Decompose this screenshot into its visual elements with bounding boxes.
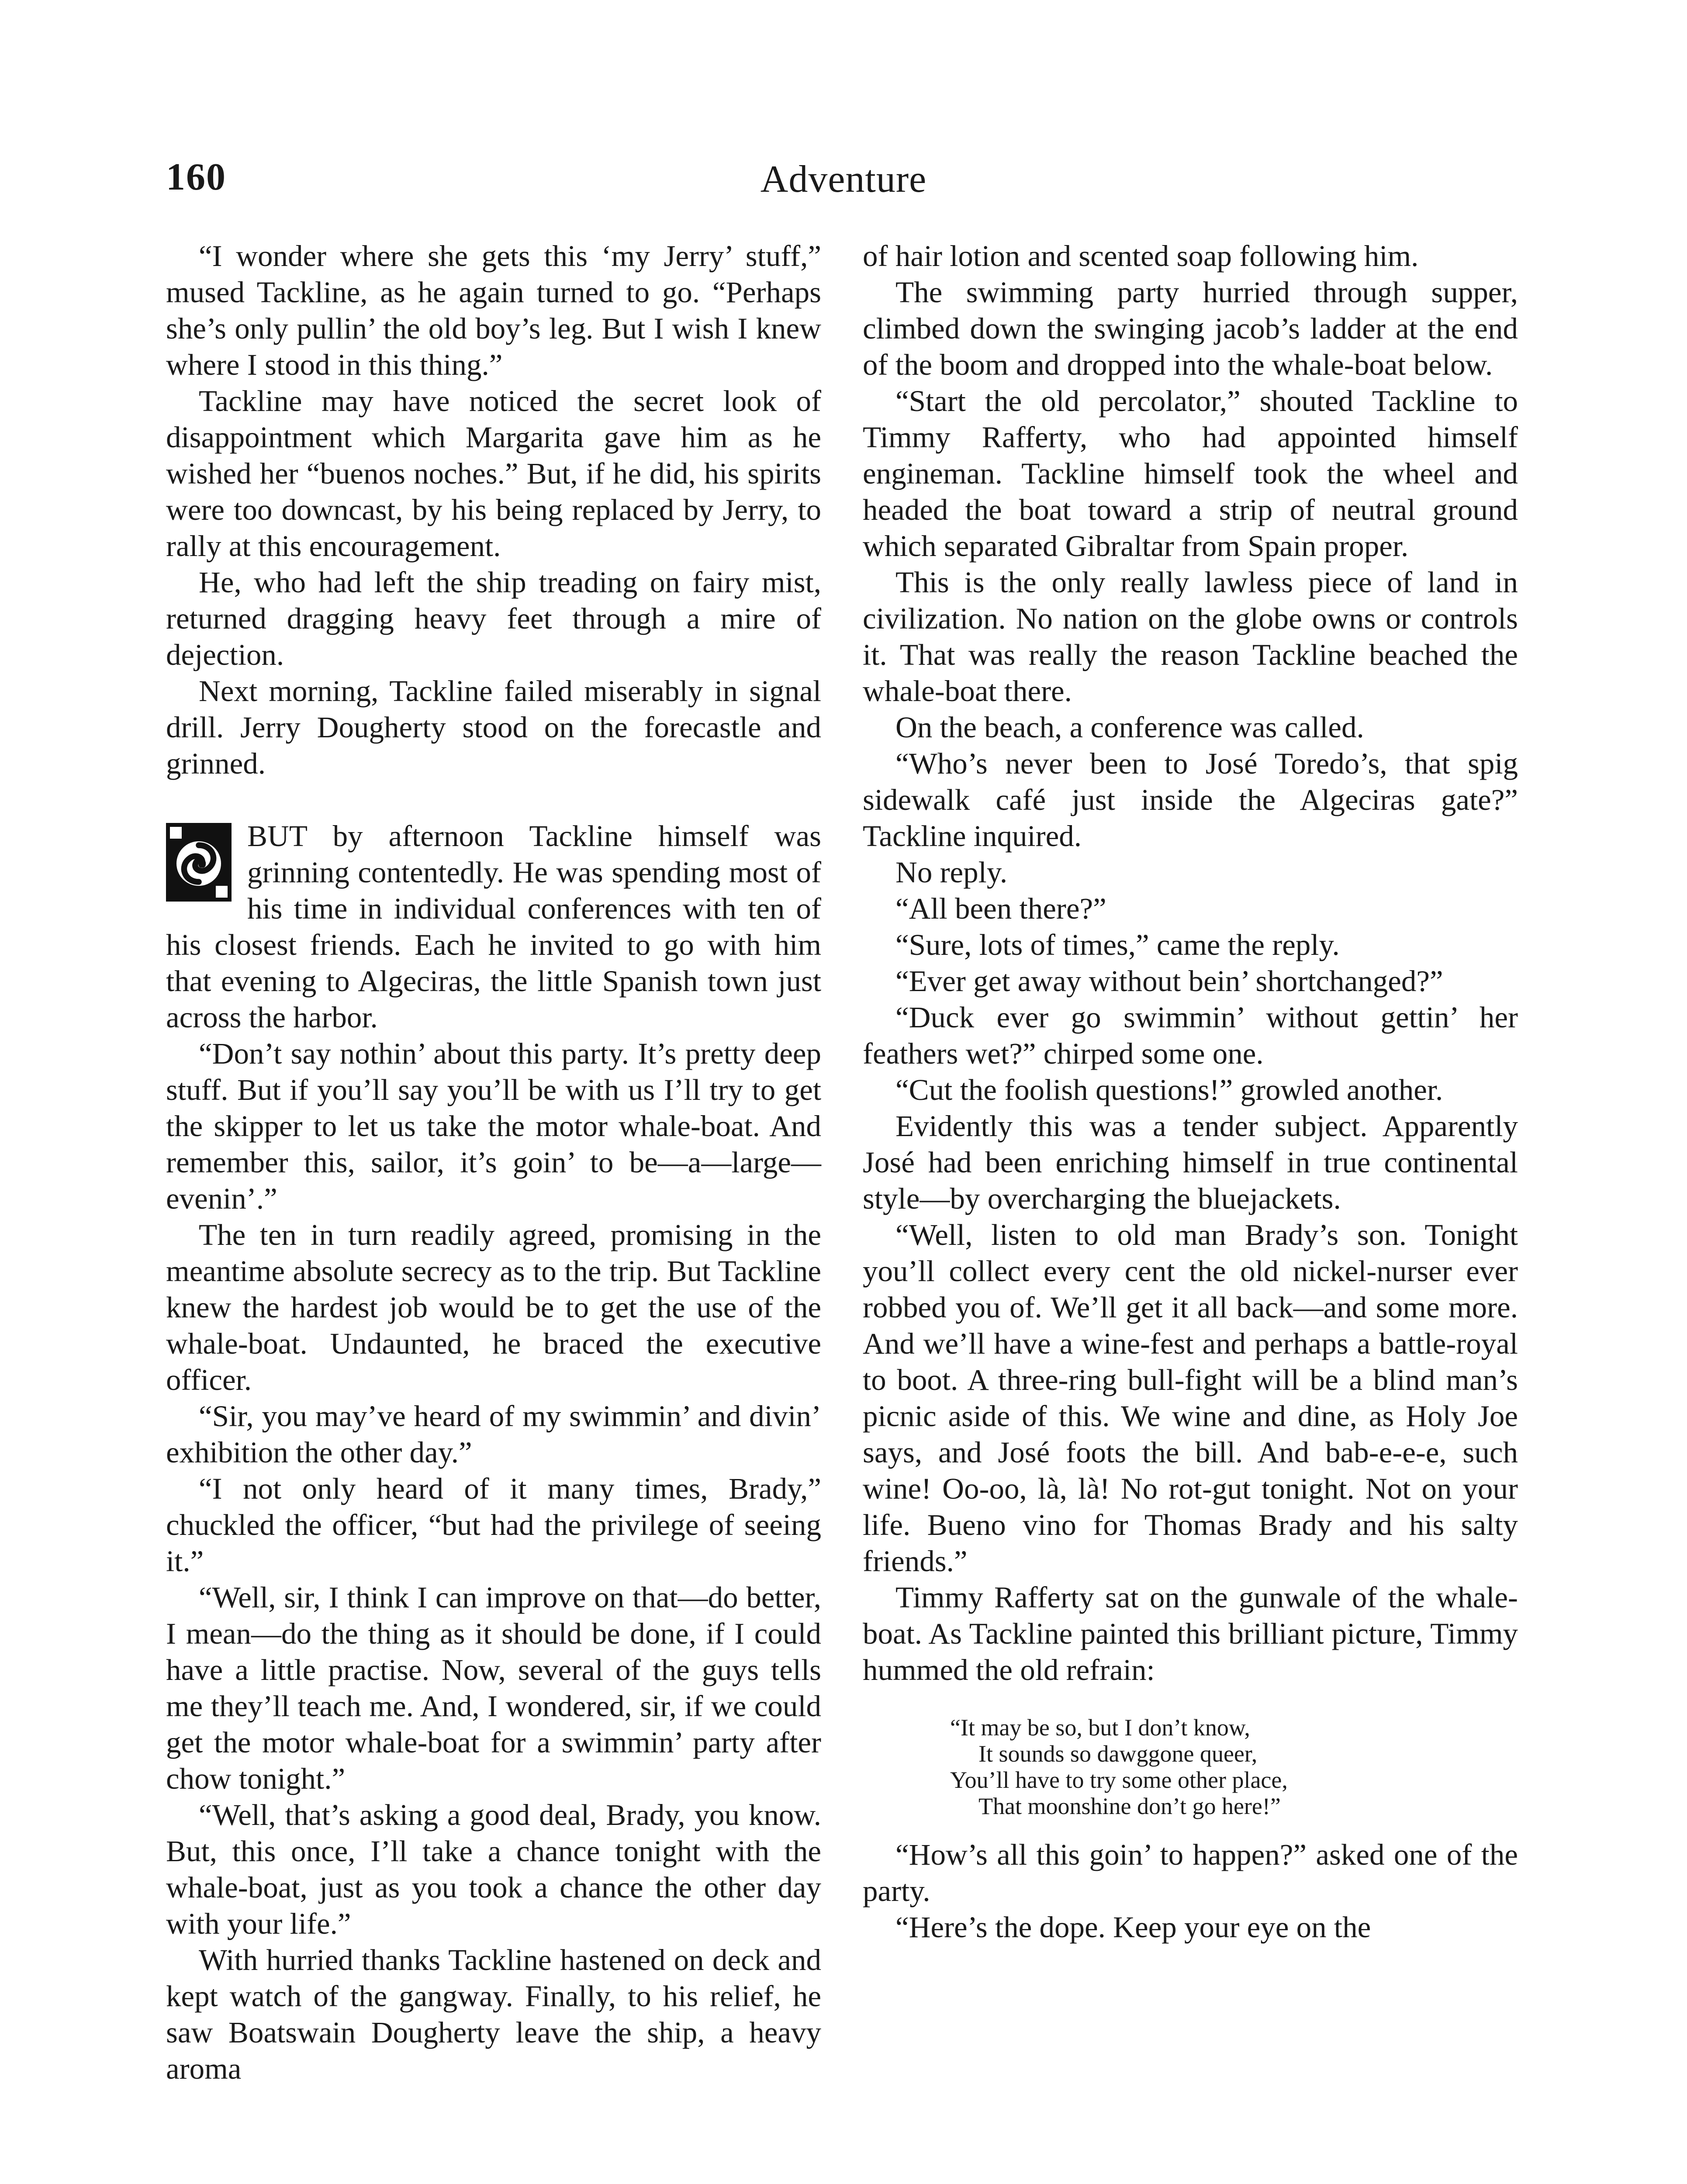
paragraph: With hurried thanks Tackline hastened on deck and kept watch of the gangway. Finally, to his relief, he saw Boatswain Dougherty leave the ship, a heavy aroma	[166, 1943, 821, 2085]
verse-line: It sounds so dawggone queer,	[978, 1741, 1258, 1767]
verse-block	[863, 1714, 1518, 1819]
paragraph: On the beach, a conference was called.	[895, 711, 1364, 744]
running-title: Adventure	[760, 158, 927, 200]
paragraph: “All been there?”	[895, 892, 1106, 925]
paragraph: “How’s all this goin’ to happen?” asked one of the party.	[863, 1838, 1518, 1908]
paragraph: of hair lotion and scented soap following him.	[863, 239, 1419, 273]
paragraph: Next morning, Tackline failed miserably in signal drill. Jerry Dougherty stood on the forecastle and grinned.	[166, 674, 821, 780]
page-number: 160	[166, 156, 226, 198]
paragraph-text: BUT by afternoon Tackline himself was grinning contentedly. He was spending most of his time in individual conferences with ten of his closest friends. Each he invited to go with him that evening to Algeciras, the little Spanish town just across the harbor.	[166, 819, 821, 1034]
ornament-initial-icon	[166, 821, 232, 904]
paragraph: “Sir, you may’ve heard of my swimmin’ and divin’ exhibition the other day.”	[166, 1400, 821, 1469]
paragraph: “Well, listen to old man Brady’s son. Tonight you’ll collect every cent the old nickel-nurser ever robbed you of. We’ll get it all back—and some more. And we’ll have a wine-fest and perhaps a battle-royal to boot. A three-ring bull-fight will be a blind man’s picnic aside of this. We wine and dine, as Holy Joe says, and José foots the bill. And bab-e-e-e, such wine! Oo-oo, là, là! No rot-gut tonight. Not on your life. Bueno vino for Thomas Brady and his salty friends.”	[863, 1218, 1518, 1578]
paragraph: The ten in turn readily agreed, promising in the meantime absolute secrecy as to the trip. But Tackline knew the hardest job would be to get the use of the whale-boat. Undaunted, he braced the executive officer.	[166, 1218, 821, 1396]
paragraph: “Who’s never been to José Toredo’s, that spig sidewalk café just inside the Algeciras gate?” Tackline inquired.	[863, 747, 1518, 853]
paragraph: Timmy Rafferty sat on the gunwale of the whale-boat. As Tackline painted this brilliant picture, Timmy hummed the old refrain:	[863, 1581, 1518, 1686]
left-column	[166, 238, 821, 2087]
paragraph: No reply.	[895, 856, 1008, 889]
paragraph: “I wonder where she gets this ‘my Jerry’ stuff,” mused Tackline, as he again turned to go. “Perhaps she’s only pullin’ the old boy’s leg. But I wish I knew where I stood in this thing.”	[166, 239, 821, 381]
paragraph: “Ever get away without bein’ shortchanged?”	[895, 964, 1443, 998]
verse-line: That moonshine don’t go here!”	[978, 1793, 1281, 1819]
paragraph: This is the only really lawless piece of land in civilization. No nation on the globe owns or controls it. That was really the reason Tackline beached the whale-boat there.	[863, 566, 1518, 708]
right-column	[863, 238, 1518, 1946]
verse-line: You’ll have to try some other place,	[950, 1767, 1288, 1793]
paragraph: “Don’t say nothin’ about this party. It’s pretty deep stuff. But if you’ll say you’ll be with us I’ll try to get the skipper to let us take the motor whale-boat. And remember this, sailor, it’s goin’ to be—a—large—evenin’.”	[166, 1037, 821, 1215]
paragraph: “Duck ever go swimmin’ without gettin’ her feathers wet?” chirped some one.	[863, 1001, 1518, 1070]
paragraph: “Cut the foolish questions!” growled another.	[895, 1073, 1443, 1106]
paragraph: The swimming party hurried through supper, climbed down the swinging jacob’s ladder at the end of the boom and dropped into the whale-boat below.	[863, 276, 1518, 381]
paragraph: “Start the old percolator,” shouted Tackline to Timmy Rafferty, who had appointed himself engineman. Tackline himself took the wheel and headed the boat toward a strip of neutral ground which separated Gibraltar from Spain proper.	[863, 384, 1518, 563]
paragraph: He, who had left the ship treading on fairy mist, returned dragging heavy feet through a mire of dejection.	[166, 566, 821, 671]
paragraph: “I not only heard of it many times, Brady,” chuckled the officer, “but had the privilege of seeing it.”	[166, 1472, 821, 1578]
paragraph: “Well, sir, I think I can improve on that—do better, I mean—do the thing as it should be done, if I could have a little practise. Now, several of the guys tells me they’ll teach me. And, I wondered, sir, if we could get the motor whale-boat for a swimmin’ party after chow tonight.”	[166, 1581, 821, 1795]
verse-line: “It may be so, but I don’t know,	[950, 1714, 1250, 1741]
paragraph: Tackline may have noticed the secret look of disappointment which Margarita gave him as he wished her “buenos noches.” But, if he did, his spirits were too downcast, by his being replaced by Jerry, to rally at this encouragement.	[166, 384, 821, 563]
section-opening-paragraph	[166, 818, 821, 1036]
paragraph: “Well, that’s asking a good deal, Brady, you know. But, this once, I’ll take a chance tonight with the whale-boat, just as you took a chance the other day with your life.”	[166, 1798, 821, 1940]
paragraph: “Here’s the dope. Keep your eye on the	[895, 1911, 1371, 1944]
paragraph: “Sure, lots of times,” came the reply.	[895, 928, 1340, 961]
paragraph: Evidently this was a tender subject. Apparently José had been enriching himself in true continental style—by overcharging the bluejackets.	[863, 1109, 1518, 1215]
